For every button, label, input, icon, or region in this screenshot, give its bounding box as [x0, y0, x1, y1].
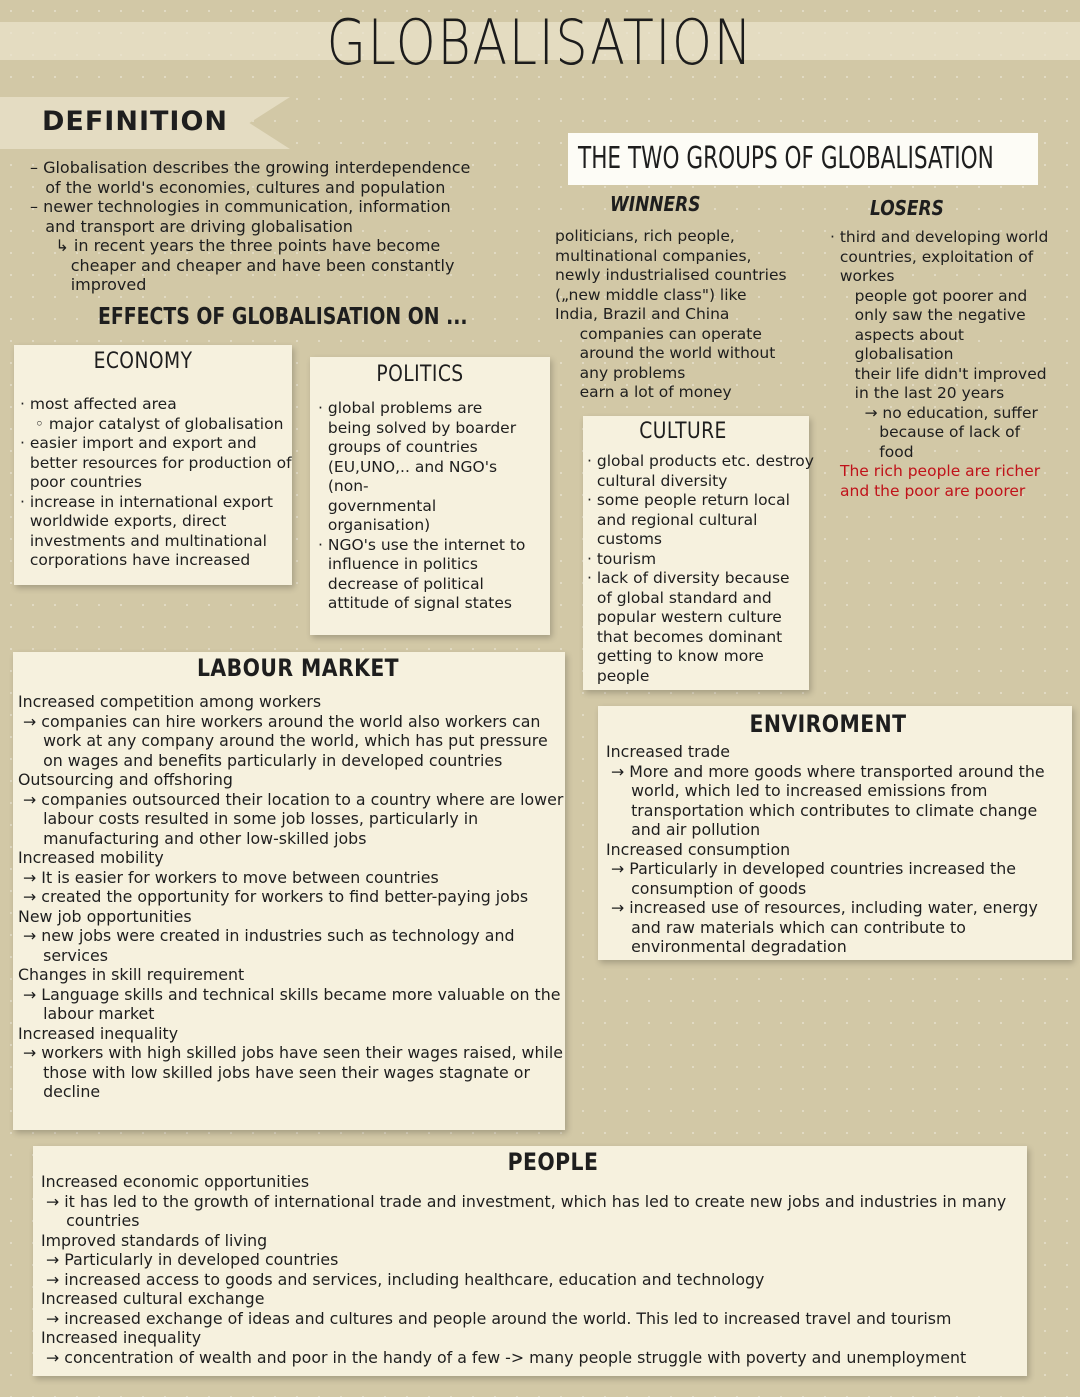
culture-line: · tourism [587, 549, 657, 568]
losers-line: workes [830, 267, 895, 285]
losers-line: only saw the negative [830, 306, 1026, 324]
two-groups-heading: THE TWO GROUPS OF GLOBALISATION [578, 141, 994, 176]
page-title: GLOBALISATION [326, 6, 754, 79]
politics-card [310, 357, 550, 635]
labour-line: → workers with high skilled jobs have seen their wages raised, while [18, 1043, 563, 1062]
labour-market-text [18, 692, 563, 1102]
winners-label: WINNERS [610, 192, 701, 216]
culture-line: customs [587, 530, 663, 548]
labour-line: Changes in skill requirement [18, 965, 245, 984]
labour-line: decline [18, 1082, 101, 1101]
politics-line: decrease of political [318, 574, 484, 593]
politics-line: influence in politics [318, 555, 478, 573]
definition-line: ↳ in recent years the three points have become [30, 236, 441, 255]
labour-line: Increased mobility [18, 848, 164, 867]
economy-line: · easier import and export and [20, 434, 257, 452]
people-text [41, 1172, 1006, 1367]
environment-heading: ENVIROMENT [749, 710, 907, 738]
economy-line: investments and multinational [20, 531, 267, 550]
economy-line: poor countries [20, 473, 142, 491]
culture-heading: CULTURE [639, 419, 727, 444]
culture-line: people [587, 666, 650, 685]
environment-line: Increased trade [606, 742, 731, 761]
culture-card [583, 416, 814, 690]
labour-line: → companies outsourced their location to a country where are lower [18, 789, 564, 809]
economy-line: ◦ major catalyst of globalisation [20, 414, 284, 433]
losers-line: because of lack of [830, 423, 1021, 441]
winners-line: companies can operate [555, 324, 762, 343]
environment-line: world, which led to increased emissions from [606, 781, 988, 800]
labour-line: labour costs resulted in some job losses, particularly in [18, 809, 479, 828]
economy-line: worldwide exports, direct [20, 512, 227, 530]
politics-heading: POLITICS [376, 362, 464, 387]
definition-line: cheaper and cheaper and have been constantly [30, 255, 455, 275]
labour-line: → It is easier for workers to move between countries [18, 867, 439, 887]
losers-line: countries, exploitation of [830, 247, 1034, 266]
losers-line: · third and developing world [830, 228, 1049, 246]
labour-line: → created the opportunity for workers to find better-paying jobs [18, 887, 529, 906]
politics-line: organisation) [318, 516, 431, 534]
winners-line: newly industrialised countries [555, 266, 787, 284]
labour-line: on wages and benefits particularly in developed countries [18, 750, 503, 770]
definition-line: improved [30, 275, 147, 294]
politics-line: · global problems are [318, 399, 483, 417]
environment-line: → Particularly in developed countries increased the [606, 859, 1016, 878]
environment-line: → More and more goods where transported around the [606, 761, 1045, 781]
environment-line: Increased consumption [606, 839, 791, 859]
politics-line: · NGO's use the internet to [318, 535, 526, 554]
economy-line: · most affected area [20, 395, 177, 413]
politics-line: governmental [318, 496, 437, 515]
politics-line: (non- [318, 477, 369, 495]
labour-line: manufacturing and other low-skilled jobs [18, 828, 367, 848]
people-line: Increased economic opportunities [41, 1172, 310, 1191]
politics-line: being solved by boarder [318, 418, 517, 437]
environment-line: and raw materials which can contribute to [606, 917, 966, 937]
labour-line: Increased competition among workers [18, 692, 322, 711]
winners-line: („new middle class") like [555, 285, 747, 304]
labour-line: services [18, 945, 108, 965]
losers-text [830, 228, 1048, 501]
people-line: Increased inequality [41, 1328, 202, 1347]
losers-line: aspects about [830, 325, 964, 344]
definition-line: and transport are driving globalisation [30, 216, 353, 236]
labour-market-heading: LABOUR MARKET [196, 654, 400, 682]
culture-line: getting to know more [587, 647, 764, 665]
environment-text [606, 742, 1045, 957]
losers-line: their life didn't improved [830, 364, 1047, 383]
people-heading: PEOPLE [507, 1148, 599, 1176]
winners-line: politicians, rich people, [555, 227, 735, 245]
definition-label: DEFINITION [42, 106, 229, 137]
economy-text [20, 395, 292, 571]
definition-line: – newer technologies in communication, information [30, 197, 451, 216]
definition-text [30, 158, 470, 295]
people-line: → increased access to goods and services, including healthcare, education and technology [41, 1269, 765, 1289]
people-card [33, 1146, 1027, 1376]
politics-line: (EU,UNO,.. and NGO's [318, 457, 498, 476]
culture-line: · global products etc. destroy [587, 452, 814, 470]
people-line: Increased cultural exchange [41, 1289, 265, 1308]
losers-line: food [830, 442, 914, 461]
winners-line: around the world without [555, 344, 776, 362]
labour-line: → companies can hire workers around the world also workers can [18, 711, 541, 731]
labour-line: work at any company around the world, which has put pressure [18, 731, 548, 750]
economy-line: corporations have increased [20, 551, 251, 569]
labour-line: New job opportunities [18, 906, 192, 926]
people-line: → it has led to the growth of international trade and investment, which has led to create new jobs and industries in many [41, 1191, 1007, 1211]
people-line: → concentration of wealth and poor in the handy of a few -> many people struggle with poverty and unemployment [41, 1347, 967, 1367]
losers-line: in the last 20 years [830, 384, 1005, 402]
definition-line: of the world's economies, cultures and population [30, 177, 446, 197]
losers-line: → no education, suffer [830, 403, 1038, 422]
labour-line: Outsourcing and offshoring [18, 770, 233, 789]
people-line: → increased exchange of ideas and cultures and people around the world. This led to increased travel and tourism [41, 1308, 952, 1328]
economy-line: · increase in international export [20, 492, 273, 511]
labour-line: → new jobs were created in industries such as technology and [18, 926, 515, 945]
winners-text [555, 227, 787, 403]
culture-line: that becomes dominant [587, 627, 783, 646]
culture-line: popular western culture [587, 608, 782, 626]
losers-label: LOSERS [870, 196, 944, 220]
labour-line: → Language skills and technical skills became more valuable on the [18, 984, 561, 1004]
people-line: countries [41, 1211, 140, 1230]
environment-card [598, 706, 1072, 960]
two-groups-box [568, 133, 1038, 185]
people-line: → Particularly in developed countries [41, 1250, 339, 1269]
economy-card [14, 345, 292, 585]
culture-text [587, 452, 814, 686]
environment-line: consumption of goods [606, 878, 807, 898]
culture-line: and regional cultural [587, 510, 758, 529]
definition-line: – Globalisation describes the growing interdependence [30, 158, 471, 177]
losers-line: people got poorer and [830, 286, 1028, 305]
politics-line: groups of countries [318, 438, 478, 456]
environment-line: environmental degradation [606, 937, 847, 956]
culture-line: · lack of diversity because [587, 569, 790, 587]
labour-market-card [13, 652, 565, 1130]
environment-line: and air pollution [606, 820, 761, 839]
culture-line: of global standard and [587, 588, 772, 607]
losers-conclusion: and the poor are poorer [840, 481, 1026, 500]
politics-text [318, 399, 525, 614]
winners-line: multinational companies, [555, 246, 752, 265]
losers-line: globalisation [830, 345, 954, 363]
labour-line: those with low skilled jobs have seen their wages stagnate or [18, 1062, 530, 1082]
winners-line: India, Brazil and China [555, 305, 730, 323]
labour-line: Increased inequality [18, 1023, 179, 1043]
labour-line: labour market [18, 1004, 155, 1023]
winners-line: earn a lot of money [555, 383, 732, 401]
economy-line: better resources for production of [20, 453, 292, 472]
culture-line: · some people return local [587, 491, 790, 509]
effects-heading: EFFECTS OF GLOBALISATION ON ... [98, 304, 468, 330]
environment-line: → increased use of resources, including water, energy [606, 898, 1038, 917]
culture-line: cultural diversity [587, 471, 728, 490]
winners-line: any problems [555, 363, 686, 382]
economy-heading: ECONOMY [93, 349, 193, 374]
losers-conclusion: The rich people are richer [840, 462, 1041, 480]
people-line: Improved standards of living [41, 1230, 268, 1250]
environment-line: transportation which contributes to climate change [606, 800, 1038, 820]
politics-line: attitude of signal states [318, 594, 512, 612]
